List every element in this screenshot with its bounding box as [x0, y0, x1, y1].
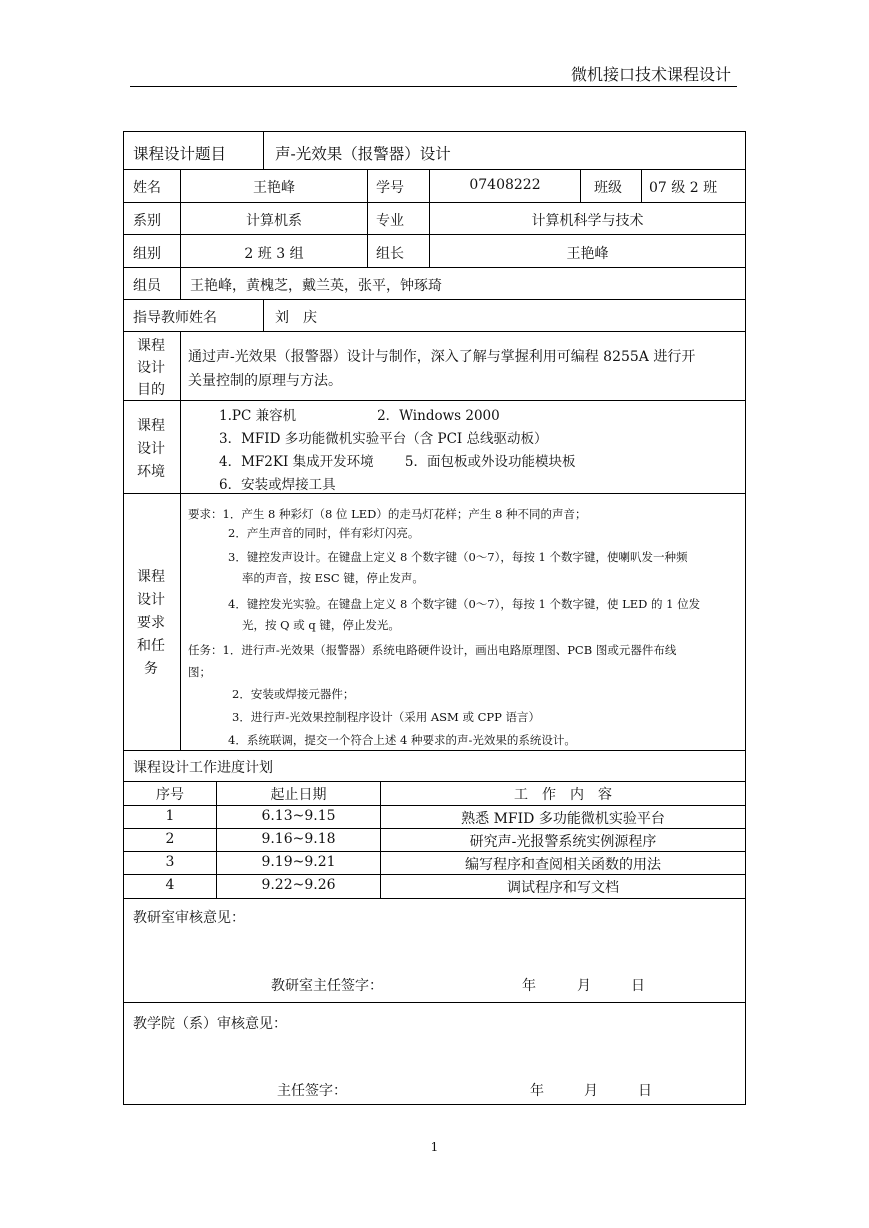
members-value: 王艳峰，黄槐芝，戴兰英，张平，钟琢琦 [190, 278, 442, 294]
req-line-8: 图； [188, 665, 211, 679]
row-1-no: 1 [165, 808, 175, 824]
members-label: 组员 [133, 278, 161, 294]
req-line-9: 2．安装或焊接元器件； [232, 687, 355, 701]
req-label-5: 务 [144, 661, 158, 677]
row-4-date: 9.22~9.26 [261, 877, 336, 893]
row-2-no: 2 [165, 831, 175, 847]
purpose-line-1: 通过声-光效果（报警器）设计与制作，深入了解与掌握利用可编程 8255A 进行开 [188, 349, 696, 365]
row-2-date: 9.16~9.18 [261, 831, 336, 847]
name-row [124, 170, 745, 203]
schedule-header-row [124, 782, 745, 806]
table-row [124, 852, 745, 875]
student-id-value: 07408222 [469, 177, 541, 193]
table-row [124, 875, 745, 899]
requirements-row [124, 494, 745, 751]
row-1-date: 6.13~9.15 [261, 808, 336, 824]
env-line-4: 6．安装或焊接工具 [219, 477, 336, 493]
dept-value: 计算机系 [246, 213, 302, 229]
leader-value: 王艳峰 [566, 246, 609, 262]
office-month: 月 [577, 978, 591, 994]
dept-row [124, 203, 745, 235]
req-line-4: 率的声音，按 ESC 键，停止发声。 [242, 571, 424, 585]
office-day: 日 [631, 978, 645, 994]
req-line-3: 3．键控发声设计。在键盘上定义 8 个数字键（0～7），每按 1 个数字键，使喇叭发一种频 [228, 550, 688, 564]
schedule-col-date: 起止日期 [270, 787, 327, 803]
teacher-row [124, 300, 745, 332]
leader-label: 组长 [376, 246, 404, 262]
req-line-6: 光，按 Q 或 q 键，停止发光。 [242, 618, 400, 632]
row-2-content: 研究声-光报警系统实例源程序 [469, 834, 657, 850]
req-label-4: 和任 [137, 638, 165, 654]
schedule-col-content: 工 作 内 容 [514, 787, 612, 803]
teacher-label: 指导教师姓名 [133, 310, 217, 326]
row-4-content: 调试程序和写文档 [507, 880, 619, 896]
env-line-3: 4．MF2KI 集成开发环境 5．面包板或外设功能模块板 [219, 454, 576, 470]
req-line-2: 2．产生声音的同时，伴有彩灯闪亮。 [228, 526, 420, 540]
page-header [130, 62, 737, 87]
req-label-2: 设计 [137, 592, 165, 608]
header-title: 微机接口技术课程设计 [570, 65, 731, 84]
faculty-year: 年 [530, 1083, 544, 1099]
faculty-month: 月 [584, 1083, 598, 1099]
row-4-no: 4 [165, 877, 175, 893]
purpose-label-1: 课程 [137, 338, 165, 354]
page-number: 1 [430, 1140, 439, 1154]
director-signature-label: 主任签字： [277, 1083, 347, 1099]
major-label: 专业 [376, 213, 404, 229]
env-label-1: 课程 [137, 418, 165, 434]
purpose-row [124, 332, 745, 401]
env-line-2: 3．MFID 多功能微机实验平台（含 PCI 总线驱动板） [219, 431, 548, 447]
req-line-11: 4．系统联调，提交一个符合上述 4 种要求的声-光效果的系统设计。 [228, 733, 576, 747]
name-value: 王艳峰 [253, 180, 295, 196]
major-value: 计算机科学与技术 [531, 213, 644, 229]
class-value: 07 级 2 班 [649, 180, 718, 196]
env-line-1: 1.PC 兼容机 2．Windows 2000 [219, 408, 500, 424]
office-year: 年 [522, 978, 536, 994]
office-review-label: 教研室审核意见： [133, 910, 245, 926]
class-label: 班级 [594, 180, 622, 196]
req-line-5: 4．键控发光实验。在键盘上定义 8 个数字键（0～7），每按 1 个数字键，使 LED 的 1 位发 [228, 597, 701, 611]
req-label-3: 要求 [137, 615, 165, 631]
office-review-row [124, 899, 745, 1003]
row-3-date: 9.19~9.21 [261, 854, 336, 870]
purpose-line-2: 关量控制的原理与方法。 [188, 373, 342, 389]
name-label: 姓名 [133, 180, 161, 196]
purpose-label-3: 目的 [137, 382, 165, 398]
office-director-signature-label: 教研室主任签字： [271, 978, 383, 994]
faculty-review-row [124, 1003, 745, 1104]
topic-value: 声-光效果（报警器）设计 [275, 145, 451, 163]
members-row [124, 268, 745, 300]
row-3-content: 编写程序和查阅相关函数的用法 [465, 857, 661, 873]
schedule-col-no: 序号 [156, 787, 184, 803]
req-label-1: 课程 [137, 569, 165, 585]
row-1-content: 熟悉 MFID 多功能微机实验平台 [461, 811, 665, 827]
course-design-form [123, 131, 746, 1105]
row-3-no: 3 [165, 854, 175, 870]
schedule-title-row [124, 751, 745, 782]
faculty-review-label: 教学院（系）审核意见： [133, 1016, 287, 1032]
topic-row [124, 132, 745, 170]
group-row [124, 235, 745, 268]
student-id-label: 学号 [376, 180, 404, 196]
environment-row [124, 401, 745, 494]
req-line-7: 任务：1．进行声-光效果（报警器）系统电路硬件设计，画出电路原理图、PCB 图或元器件布线 [188, 643, 677, 657]
table-row [124, 829, 745, 852]
topic-label: 课程设计题目 [133, 145, 227, 163]
faculty-day: 日 [638, 1083, 652, 1099]
env-label-2: 设计 [137, 441, 165, 457]
purpose-label-2: 设计 [137, 360, 165, 376]
table-row [124, 806, 745, 829]
teacher-value: 刘 庆 [275, 310, 317, 326]
req-line-1: 要求：1．产生 8 种彩灯（8 位 LED）的走马灯花样；产生 8 种不同的声音； [188, 507, 587, 521]
group-value: 2 班 3 组 [244, 246, 304, 262]
req-line-10: 3．进行声-光效果控制程序设计（采用 ASM 或 CPP 语言） [232, 710, 541, 724]
dept-label: 系别 [133, 213, 161, 229]
env-label-3: 环境 [137, 464, 165, 480]
group-label: 组别 [133, 246, 161, 262]
schedule-title: 课程设计工作进度计划 [133, 760, 273, 776]
